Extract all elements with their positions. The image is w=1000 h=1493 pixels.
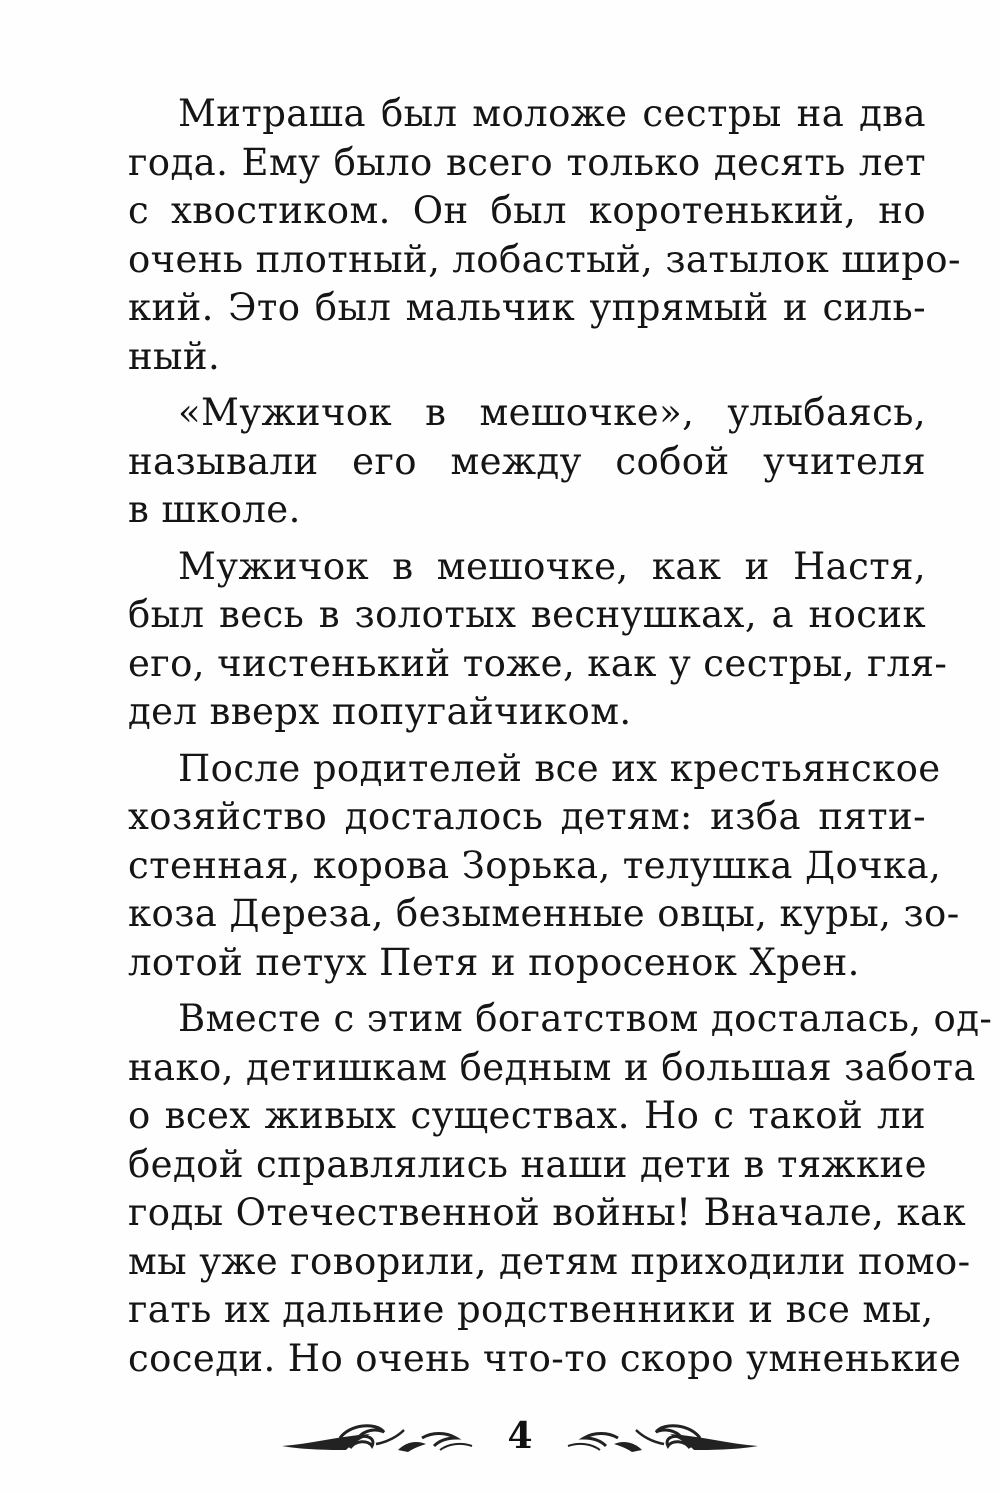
text-line: о всех живых существах. Но с такой ли (128, 1094, 926, 1137)
text-line: дел вверх попугайчиком. (128, 690, 632, 733)
text-line: гать их дальние родственники и все мы, (128, 1288, 934, 1331)
paragraph (128, 90, 961, 381)
text-line: был весь в золотых веснушках, а носик (128, 593, 926, 636)
paragraph (128, 389, 926, 535)
text-line: с хвостиком. Он был коротенький, но (128, 189, 926, 232)
text-line: очень плотный, лобастый, затылок широ- (128, 237, 961, 281)
text-line: кий. Это был мальчик упрямый и силь- (128, 286, 926, 329)
text-line: После родителей все их крестьянское (178, 746, 941, 790)
page-number: 4 (507, 1415, 533, 1457)
text-line: нако, детишкам бедным и большая забота (128, 1045, 976, 1089)
text-line: его, чистенький тоже, как у сестры, гля- (128, 641, 948, 685)
text-line: лотой петух Петя и поросенок Хрен. (128, 940, 860, 984)
paragraph (128, 745, 960, 988)
text-line: мы уже говорили, детям приходили помо- (128, 1239, 971, 1283)
body-text (128, 90, 993, 1391)
text-line: стенная, корова Зорька, телушка Дочка, (128, 843, 942, 887)
text-line: Вместе с этим богатством досталась, од- (178, 997, 993, 1040)
text-line: соседи. Но очень что-то скоро умненькие (128, 1336, 962, 1380)
text-line: называли его между собой учителя (128, 439, 926, 483)
text-line: ный. (128, 334, 221, 378)
paragraph (128, 543, 948, 737)
page-footer (280, 1412, 760, 1472)
paragraph (128, 995, 993, 1383)
text-line: Митраша был моложе сестры на два (178, 92, 926, 135)
text-line: года. Ему было всего только десять лет (128, 140, 926, 184)
flourish-ornament-icon (280, 1420, 490, 1460)
text-line: хозяйство досталось детям: изба пяти- (128, 795, 926, 838)
text-line: бедой справлялись наши дети в тяжкие (128, 1142, 927, 1186)
flourish-ornament-icon (550, 1420, 760, 1460)
text-line: «Мужичок в мешочке», улыбаясь, (178, 391, 926, 434)
text-line: коза Дереза, безыменные овцы, куры, зо- (128, 892, 960, 935)
text-line: годы Отечественной войны! Вначале, как (128, 1191, 967, 1234)
text-line: Мужичок в мешочке, как и Настя, (178, 544, 926, 588)
text-line: в школе. (128, 488, 301, 531)
